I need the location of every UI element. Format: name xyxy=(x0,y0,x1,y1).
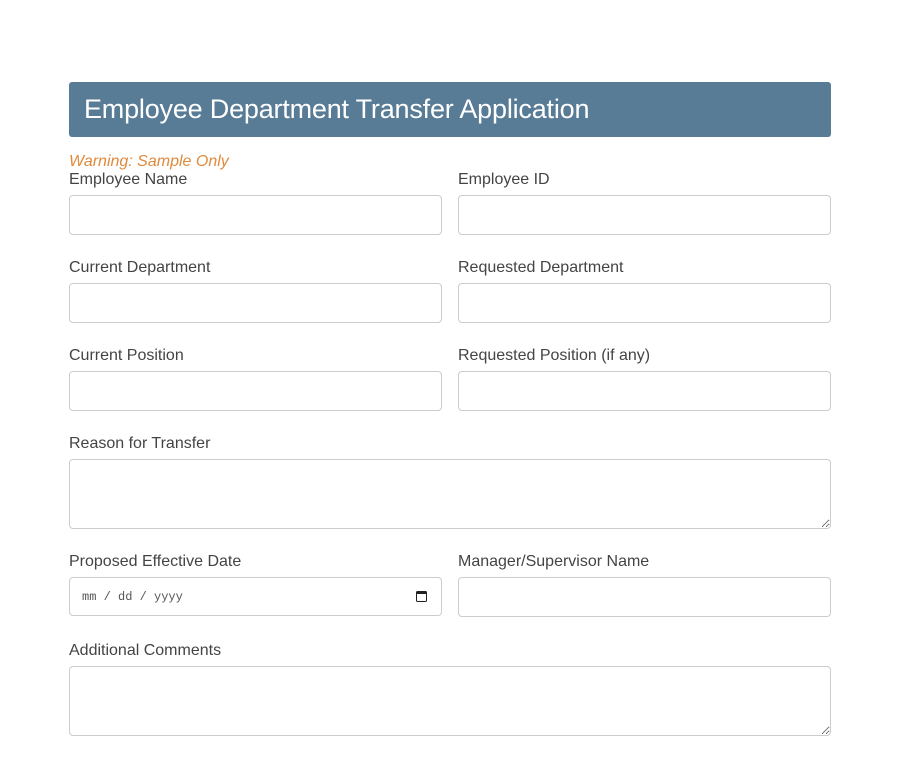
employee-name-label: Employee Name xyxy=(69,171,188,188)
page-title: Employee Department Transfer Application xyxy=(84,94,590,124)
effective-date-label: Proposed Effective Date xyxy=(69,553,242,570)
transfer-form-container xyxy=(69,82,831,736)
comments-label: Additional Comments xyxy=(69,642,222,659)
requested-position-field-group xyxy=(458,347,831,411)
requested-department-label: Requested Department xyxy=(458,259,624,276)
row-date-manager xyxy=(69,553,831,617)
form-header xyxy=(69,82,831,137)
calendar-icon[interactable] xyxy=(416,591,427,602)
reason-label: Reason for Transfer xyxy=(69,435,211,452)
employee-name-field-group xyxy=(69,171,442,235)
requested-department-input[interactable] xyxy=(458,283,831,323)
requested-position-label: Requested Position (if any) xyxy=(458,347,651,364)
current-position-field-group xyxy=(69,347,442,411)
comments-textarea[interactable] xyxy=(69,666,831,736)
manager-name-field-group xyxy=(458,553,831,617)
reason-field-group xyxy=(69,435,831,529)
current-position-label: Current Position xyxy=(69,347,184,364)
row-employee xyxy=(69,171,831,235)
row-position xyxy=(69,347,831,411)
reason-textarea[interactable] xyxy=(69,459,831,529)
employee-id-field-group xyxy=(458,171,831,235)
current-position-input[interactable] xyxy=(69,371,442,411)
employee-id-label: Employee ID xyxy=(458,171,550,188)
warning-notice: Warning: Sample Only xyxy=(69,153,229,170)
manager-name-input[interactable] xyxy=(458,577,831,617)
current-department-label: Current Department xyxy=(69,259,211,276)
current-department-field-group xyxy=(69,259,442,323)
effective-date-input[interactable] xyxy=(69,577,442,616)
manager-name-label: Manager/Supervisor Name xyxy=(458,553,650,570)
employee-id-input[interactable] xyxy=(458,195,831,235)
employee-name-input[interactable] xyxy=(69,195,442,235)
requested-position-input[interactable] xyxy=(458,371,831,411)
date-placeholder: mm / dd / yyyy xyxy=(82,589,183,604)
comments-field-group xyxy=(69,642,831,736)
current-department-input[interactable] xyxy=(69,283,442,323)
row-department xyxy=(69,259,831,323)
requested-department-field-group xyxy=(458,259,831,323)
effective-date-field-group xyxy=(69,553,442,617)
